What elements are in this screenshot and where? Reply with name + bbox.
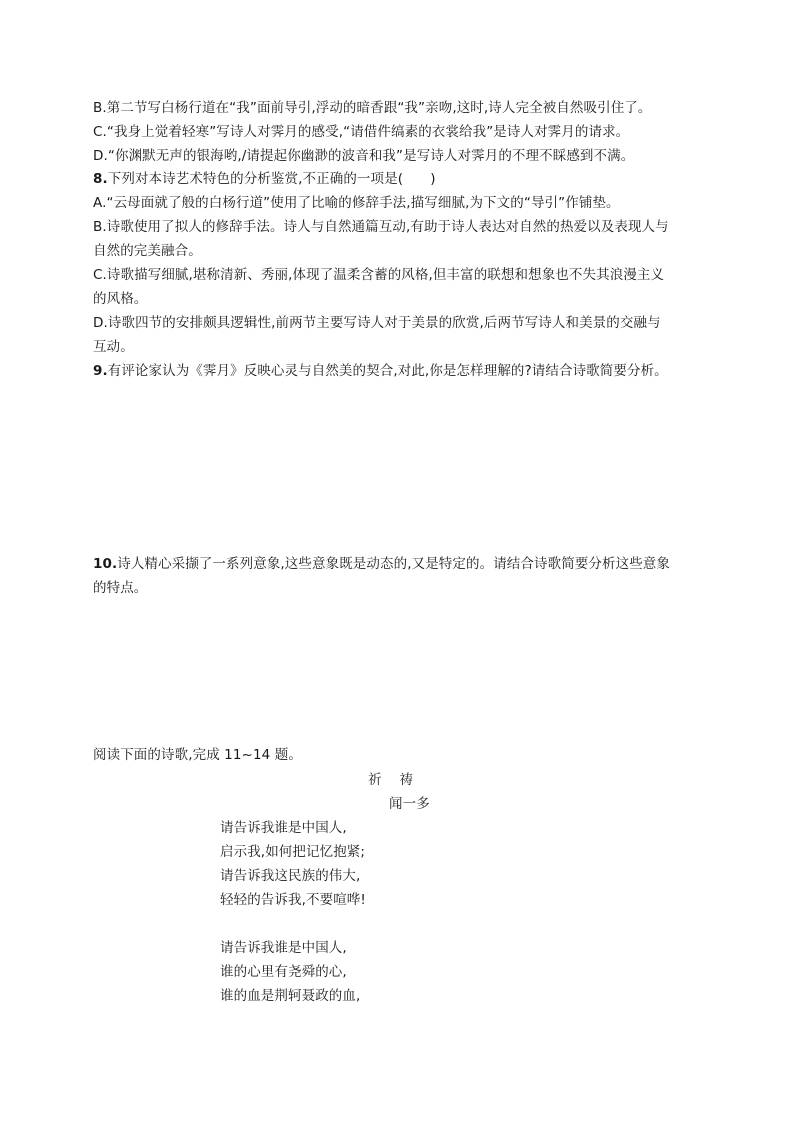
q10-question-line1 [93,555,670,573]
q8-option-a: A.“云母面就了般的白杨行道”使用了比喻的修辞手法,描写细腻,为下文的“导引”作铺垫。 [93,195,620,211]
reading-intro: 阅读下面的诗歌,完成 11~14 题。 [93,747,302,763]
q9-question [93,362,668,380]
poem-line: 请告诉我谁是中国人, [220,940,347,956]
q8-option-b-line1: B.诗歌使用了拟人的修辞手法。诗人与自然通篇互动,有助于诗人表达对自然的热爱以及表现人与 [93,219,669,235]
q7-option-c: C.“我身上觉着轻寒”写诗人对霁月的感受,“请借件缟素的衣裳给我”是诗人对霁月的请求。 [93,124,630,140]
q10-text1: 诗人精心采撷了一系列意象,这些意象既是动态的,又是特定的。请结合诗歌简要分析这些意象 [117,556,670,572]
q8-number: 8. [93,171,108,187]
q8-stem [93,170,436,188]
q7-option-b: B.第二节写白杨行道在“我”面前导引,浮动的暗香跟“我”亲吻,这时,诗人完全被自然吸引住了。 [93,100,652,116]
q9-text: 有评论家认为《霁月》反映心灵与自然美的契合,对此,你是怎样理解的?请结合诗歌简要分析。 [107,363,668,379]
q9-number: 9. [93,363,108,379]
poem-author: 闻一多 [389,796,430,812]
q7-option-d: D.“你渊默无声的银海哟,/请提起你幽渺的波音和我”是写诗人对霁月的不理不睬感到不满。 [93,148,635,164]
poem-line: 谁的血是荆轲聂政的血, [220,988,361,1004]
q10-question-line2: 的特点。 [93,580,148,596]
q8-option-b-line2: 自然的完美融合。 [93,243,202,259]
poem-title: 祈祷 [368,772,431,788]
q8-option-d-line1: D.诗歌四节的安排颇具逻辑性,前两节主要写诗人对于美景的欣赏,后两节写诗人和美景的交融与 [93,315,661,331]
q8-option-d-line2: 互动。 [93,339,134,355]
poem-line: 请告诉我这民族的伟大, [220,868,361,884]
poem-line: 轻轻的告诉我,不要喧哗! [220,892,366,908]
q8-option-c-line1: C.诗歌描写细腻,堪称清新、秀丽,体现了温柔含蓄的风格,但丰富的联想和想象也不失其浪漫主义 [93,267,665,283]
q10-number: 10. [93,556,118,572]
q8-option-c-line2: 的风格。 [93,291,148,307]
q8-stem-text: 下列对本诗艺术特色的分析鉴赏,不正确的一项是( ) [107,171,436,187]
poem-line: 启示我,如何把记忆抱紧; [220,844,366,860]
poem-line: 谁的心里有尧舜的心, [220,964,347,980]
poem-line: 请告诉我谁是中国人, [220,820,347,836]
